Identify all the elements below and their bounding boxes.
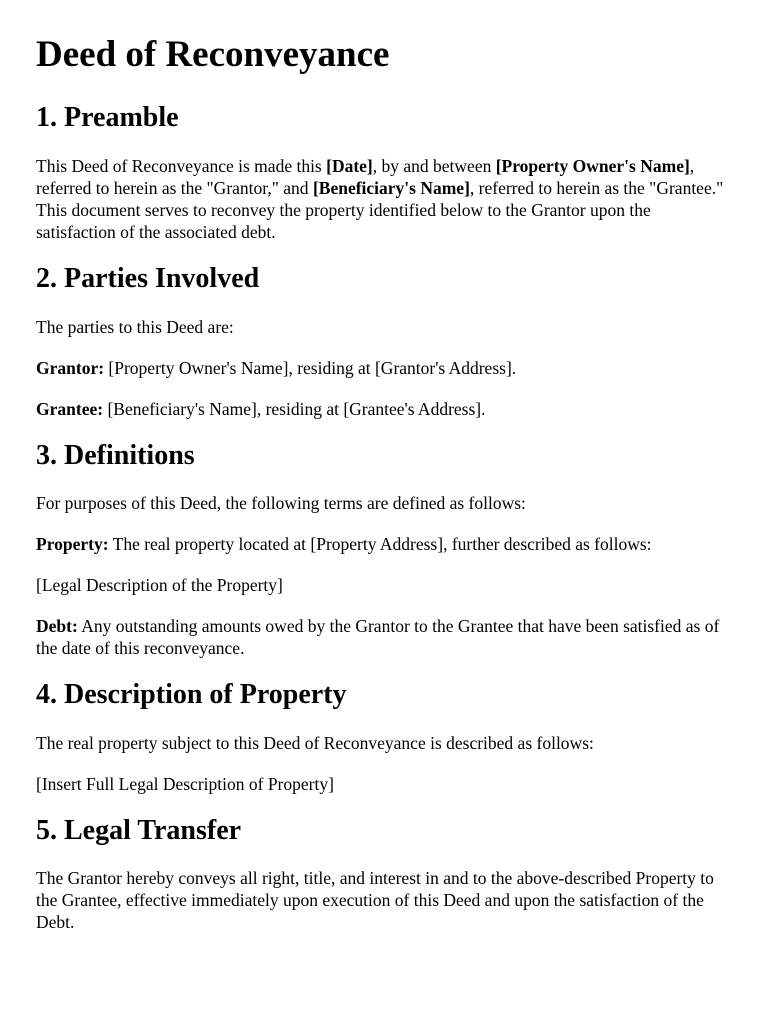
section-heading: 5. Legal Transfer: [36, 814, 242, 846]
section-transfer: [36, 814, 728, 934]
section-parties: [36, 262, 728, 420]
section-definitions: [36, 439, 728, 660]
grantee-paragraph: [36, 398, 728, 420]
preamble-text-2: , by and between: [372, 155, 496, 176]
preamble-text-1: This Deed of Reconveyance is made this: [36, 155, 327, 176]
grantee-label: Grantee:: [36, 398, 104, 419]
section-heading: 3. Definitions: [36, 439, 195, 471]
grantor-paragraph: [36, 357, 728, 379]
date-placeholder: [Date]: [326, 155, 373, 176]
section-heading: 2. Parties Involved: [36, 262, 260, 294]
section-heading: 1. Preamble: [36, 102, 179, 134]
property-definition: [36, 533, 728, 555]
grantee-text: [Beneficiary's Name], residing at [Grantee's Address].: [103, 398, 486, 419]
section-description: [36, 678, 728, 795]
full-legal-description-placeholder: [Insert Full Legal Description of Property]: [36, 773, 334, 794]
parties-intro: The parties to this Deed are:: [36, 316, 234, 337]
property-text: The real property located at [Property Address], further described as follows:: [108, 534, 652, 555]
debt-definition: [36, 615, 728, 659]
debt-label: Debt:: [36, 616, 78, 637]
description-intro: The real property subject to this Deed of Reconveyance is described as follows:: [36, 732, 594, 753]
definitions-intro: For purposes of this Deed, the following terms are defined as follows:: [36, 493, 526, 514]
preamble-text-4: , referred to herein as the "Grantee." This document serves to reconvey the property identified below to the Grantor upon the satisfaction of the associated debt.: [36, 177, 724, 242]
beneficiary-name-placeholder: [Beneficiary's Name]: [312, 177, 470, 198]
document-title: Deed of Reconveyance: [36, 34, 390, 75]
legal-description-placeholder: [Legal Description of the Property]: [36, 575, 283, 596]
section-preamble: [36, 101, 728, 243]
grantor-label: Grantor:: [36, 357, 105, 378]
transfer-paragraph: The Grantor hereby conveys all right, title, and interest in and to the above-described Property to the Grantee, effective immediately upon execution of this Deed and upon the satisfaction of the Debt.: [36, 868, 714, 933]
property-label: Property:: [36, 534, 109, 555]
debt-text: Any outstanding amounts owed by the Grantor to the Grantee that have been satisfied as of the date of this reconveyance.: [36, 616, 720, 659]
grantor-text: [Property Owner's Name], residing at [Grantor's Address].: [104, 357, 517, 378]
preamble-text-3: , referred to herein as the "Grantor," and: [36, 155, 695, 198]
owner-name-placeholder: [Property Owner's Name]: [495, 155, 690, 176]
preamble-paragraph: [36, 155, 728, 243]
section-heading: 4. Description of Property: [36, 679, 347, 711]
